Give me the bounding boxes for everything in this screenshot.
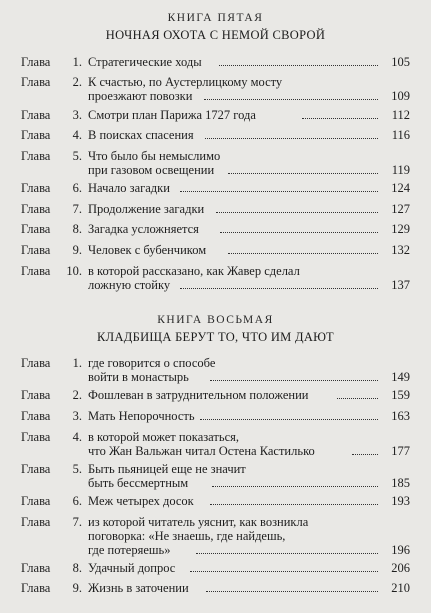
entry-label: Глава xyxy=(21,264,51,278)
chapter-title-line2: войти в монастырь xyxy=(88,370,189,384)
entry-label: Глава xyxy=(21,181,51,195)
book-heading: КНИГА ПЯТАЯ xyxy=(167,12,264,24)
dot-leader xyxy=(196,553,378,554)
dot-leader xyxy=(206,591,378,592)
chapter-title: Стратегические ходы xyxy=(88,55,202,69)
chapter-title: В поисках спасения xyxy=(88,128,194,142)
dot-leader xyxy=(204,99,378,100)
chapter-title-line2: поговорка: «Не знаешь, где найдешь, xyxy=(88,529,286,543)
entry-label: Глава xyxy=(21,202,51,216)
dot-leader xyxy=(200,419,378,420)
page-number: 132 xyxy=(391,243,410,257)
chapter-number: 9. xyxy=(72,243,82,257)
page-number: 119 xyxy=(391,163,410,177)
dot-leader xyxy=(210,504,378,505)
chapter-title: Начало загадки xyxy=(88,181,170,195)
chapter-title: К счастью, по Аустерлицкому мосту xyxy=(88,75,283,89)
chapter-number: 10. xyxy=(66,264,82,278)
chapter-title: Человек с бубенчиком xyxy=(88,243,207,257)
chapter-number: 7. xyxy=(72,515,82,529)
page-number: 210 xyxy=(391,581,410,595)
chapter-title: Жизнь в заточении xyxy=(88,581,189,595)
page-number: 149 xyxy=(391,370,410,384)
chapter-title: Быть пьяницей еще не значит xyxy=(88,462,246,476)
chapter-title-line3: где потеряешь» xyxy=(88,543,171,557)
entry-label: Глава xyxy=(21,430,51,444)
dot-leader xyxy=(228,173,378,174)
entry-label: Глава xyxy=(21,75,51,89)
page-number: 105 xyxy=(391,55,410,69)
chapter-number: 1. xyxy=(72,55,82,69)
chapter-number: 9. xyxy=(72,581,82,595)
dot-leader xyxy=(180,288,378,289)
entry-label: Глава xyxy=(21,108,51,122)
dot-leader xyxy=(210,380,378,381)
page-number: 116 xyxy=(391,128,410,142)
chapter-title-line2: ложную стойку xyxy=(88,278,171,292)
chapter-title: Смотри план Парижа 1727 года xyxy=(88,108,256,122)
entry-label: Глава xyxy=(21,581,51,595)
book-title: НОЧНАЯ ОХОТА С НЕМОЙ СВОРОЙ xyxy=(105,28,326,42)
chapter-title: Что было бы немыслимо xyxy=(88,149,221,163)
page-number: 124 xyxy=(391,181,410,195)
entry-label: Глава xyxy=(21,388,51,402)
dot-leader xyxy=(219,65,378,66)
page-number: 159 xyxy=(391,388,410,402)
chapter-number: 6. xyxy=(72,494,82,508)
chapter-title-line2: быть бессмертным xyxy=(88,476,189,490)
entry-label: Глава xyxy=(21,149,51,163)
dot-leader xyxy=(302,118,378,119)
dot-leader xyxy=(205,138,378,139)
entry-label: Глава xyxy=(21,128,51,142)
chapter-number: 7. xyxy=(72,202,82,216)
entry-label: Глава xyxy=(21,409,51,423)
page-number: 127 xyxy=(391,202,410,216)
page-number: 129 xyxy=(391,222,410,236)
entry-label: Глава xyxy=(21,494,51,508)
chapter-number: 3. xyxy=(72,108,82,122)
chapter-title: Удачный допрос xyxy=(88,561,176,575)
chapter-title: в которой может показаться, xyxy=(88,430,239,444)
chapter-title-line2: при газовом освещении xyxy=(88,163,215,177)
chapter-title: Мать Непорочность xyxy=(88,409,195,423)
book-title: КЛАДБИЩА БЕРУТ ТО, ЧТО ИМ ДАЮТ xyxy=(97,330,334,344)
page-number: 196 xyxy=(391,543,410,557)
page-number: 112 xyxy=(391,108,410,122)
page-number: 206 xyxy=(391,561,410,575)
chapter-number: 6. xyxy=(72,181,82,195)
dot-leader xyxy=(228,253,378,254)
chapter-title: Меж четырех досок xyxy=(88,494,194,508)
page-number: 177 xyxy=(391,444,410,458)
dot-leader xyxy=(190,571,378,572)
dot-leader xyxy=(216,212,378,213)
entry-label: Глава xyxy=(21,222,51,236)
entry-label: Глава xyxy=(21,462,51,476)
page-number: 185 xyxy=(391,476,410,490)
chapter-title: где говорится о способе xyxy=(88,356,216,370)
chapter-title: в которой рассказано, как Жавер сделал xyxy=(88,264,300,278)
dot-leader xyxy=(352,454,378,455)
chapter-number: 8. xyxy=(72,222,82,236)
dot-leader xyxy=(337,398,378,399)
chapter-number: 5. xyxy=(72,149,82,163)
chapter-number: 4. xyxy=(72,430,82,444)
chapter-number: 4. xyxy=(72,128,82,142)
dot-leader xyxy=(180,191,378,192)
page-number: 193 xyxy=(391,494,410,508)
page-number: 109 xyxy=(391,89,410,103)
entry-label: Глава xyxy=(21,561,51,575)
chapter-title-line2: что Жан Вальжан читал Остена Кастилько xyxy=(88,444,315,458)
chapter-title-line2: проезжают повозки xyxy=(88,89,193,103)
chapter-title: Фошлеван в затруднительном положении xyxy=(88,388,309,402)
entry-label: Глава xyxy=(21,356,51,370)
dot-leader xyxy=(220,232,378,233)
chapter-number: 3. xyxy=(72,409,82,423)
chapter-number: 2. xyxy=(72,388,82,402)
chapter-number: 2. xyxy=(72,75,82,89)
chapter-number: 5. xyxy=(72,462,82,476)
book-heading: КНИГА ВОСЬМАЯ xyxy=(157,314,274,326)
chapter-title: из которой читатель уяснит, как возникла xyxy=(88,515,309,529)
page-number: 137 xyxy=(391,278,410,292)
dot-leader xyxy=(212,486,378,487)
page-number: 163 xyxy=(391,409,410,423)
chapter-number: 8. xyxy=(72,561,82,575)
entry-label: Глава xyxy=(21,243,51,257)
chapter-number: 1. xyxy=(72,356,82,370)
entry-label: Глава xyxy=(21,515,51,529)
entry-label: Глава xyxy=(21,55,51,69)
chapter-title: Загадка усложняется xyxy=(88,222,199,236)
chapter-title: Продолжение загадки xyxy=(88,202,205,216)
